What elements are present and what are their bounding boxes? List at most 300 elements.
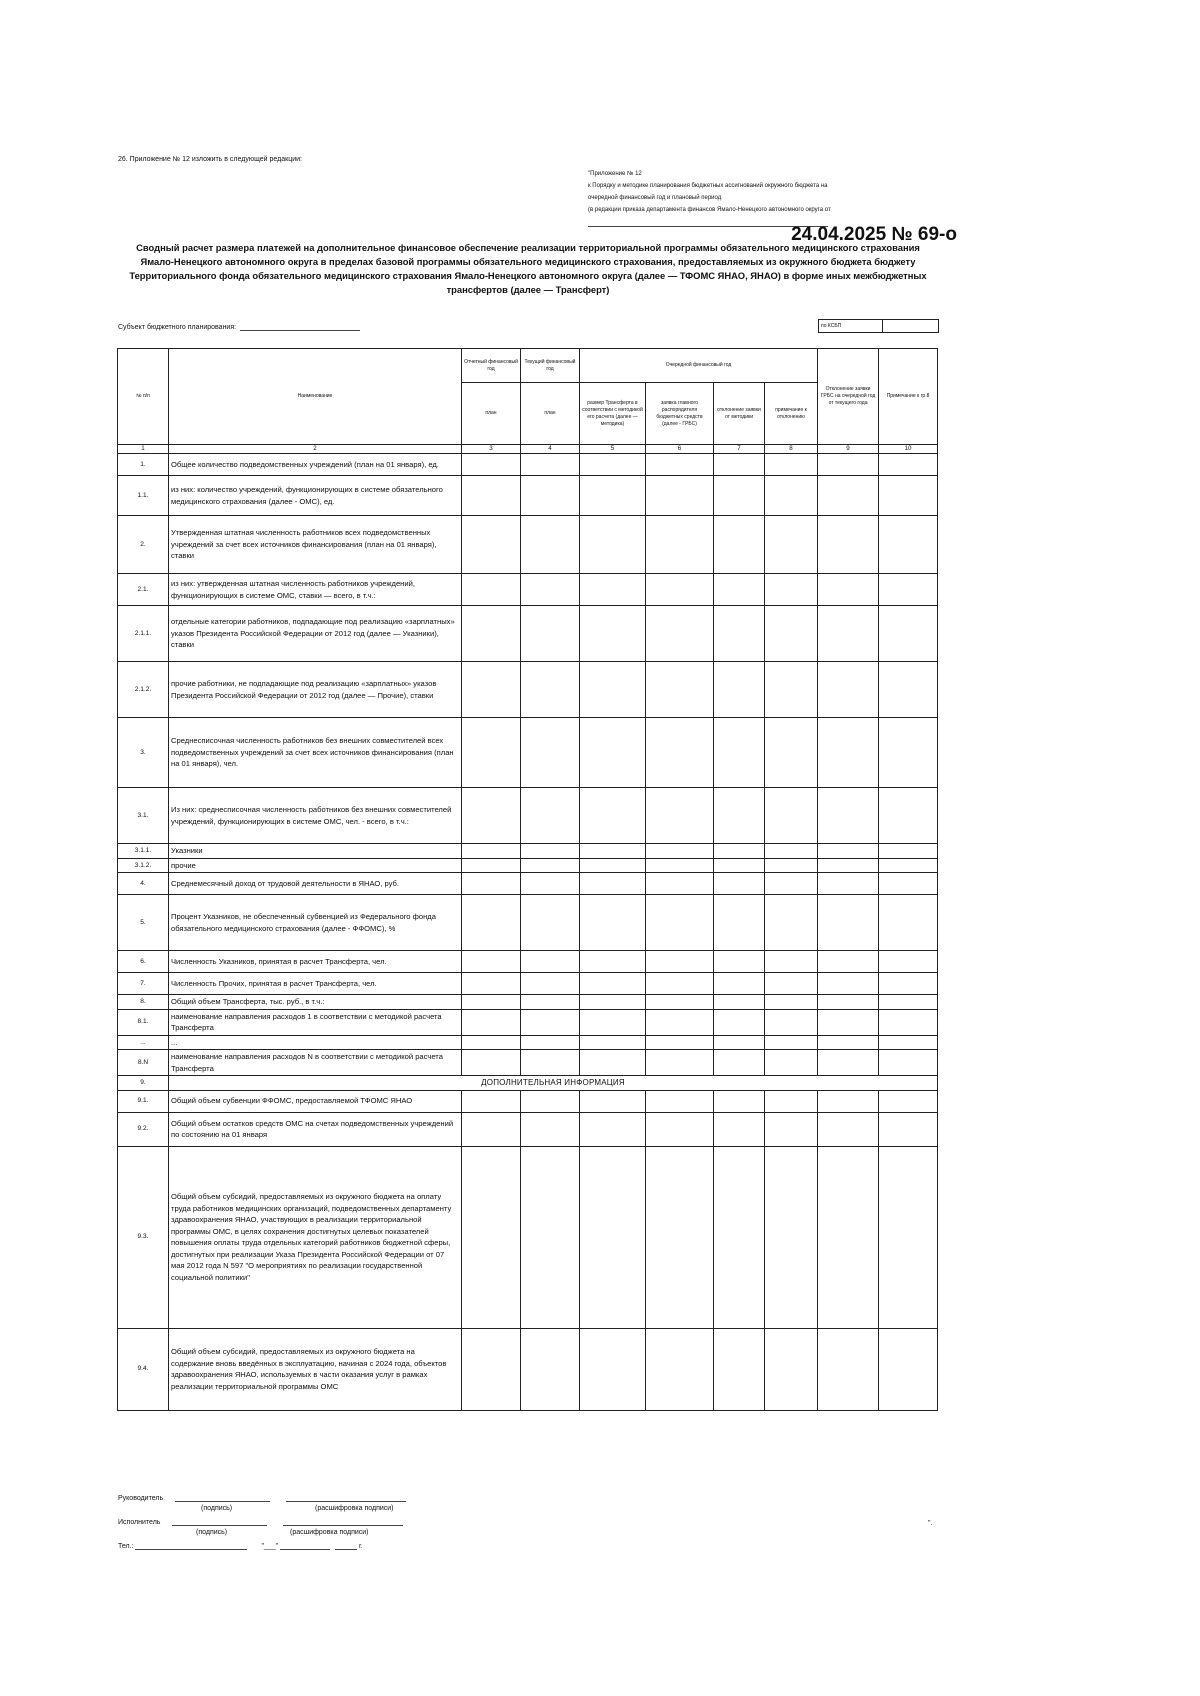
table-row xyxy=(118,873,938,895)
row-num: 4. xyxy=(118,873,169,895)
row-name: Численность Прочих, принятая в расчет Трансферта, чел. xyxy=(169,973,462,995)
value-cell[interactable] xyxy=(646,1035,714,1050)
value-cell[interactable] xyxy=(879,995,938,1010)
table-row xyxy=(118,1146,938,1328)
row-num: 6. xyxy=(118,951,169,973)
value-cell[interactable] xyxy=(521,1112,580,1146)
head-label: Руководитель xyxy=(118,1495,164,1502)
value-cell[interactable] xyxy=(818,788,879,844)
value-cell[interactable] xyxy=(818,844,879,859)
value-cell[interactable] xyxy=(765,1328,818,1410)
intro-text: 26. Приложение № 12 изложить в следующей редакции: xyxy=(118,156,302,163)
table-row xyxy=(118,1035,938,1050)
value-cell[interactable] xyxy=(646,788,714,844)
column-index: 2 xyxy=(169,445,462,454)
section-row xyxy=(118,1076,938,1091)
value-cell[interactable] xyxy=(521,662,580,718)
value-cell[interactable] xyxy=(714,718,765,788)
table-row xyxy=(118,951,938,973)
value-cell[interactable] xyxy=(580,1090,646,1112)
row-num: 3.1.2. xyxy=(118,858,169,873)
executor-signature-caption: (подпись) xyxy=(196,1529,228,1536)
column-index-row xyxy=(118,445,938,454)
subject-field xyxy=(118,322,360,331)
value-cell[interactable] xyxy=(521,973,580,995)
head-signature-caption: (подпись) xyxy=(201,1505,233,1512)
header-current-year: Текущий финансовый год xyxy=(521,349,580,383)
value-cell[interactable] xyxy=(818,662,879,718)
value-cell[interactable] xyxy=(462,1050,521,1076)
table-row xyxy=(118,1009,938,1035)
header-notes: Примечание к гр.8 xyxy=(879,349,938,445)
value-cell[interactable] xyxy=(818,1035,879,1050)
value-cell[interactable] xyxy=(714,1146,765,1328)
value-cell[interactable] xyxy=(714,476,765,516)
value-cell[interactable] xyxy=(462,1328,521,1410)
value-cell[interactable] xyxy=(646,1009,714,1035)
value-cell[interactable] xyxy=(765,516,818,574)
value-cell[interactable] xyxy=(580,895,646,951)
row-name: из них: утвержденная штатная численность работников учреждений, функционирующих в системе ОМС, ставки — всего, в т.ч.: xyxy=(169,574,462,606)
value-cell[interactable] xyxy=(818,858,879,873)
value-cell[interactable] xyxy=(462,858,521,873)
value-cell[interactable] xyxy=(818,1146,879,1328)
value-cell[interactable] xyxy=(580,1146,646,1328)
row-name: Указники xyxy=(169,844,462,859)
executor-signature-line xyxy=(118,1517,403,1526)
column-index: 10 xyxy=(879,445,938,454)
value-cell[interactable] xyxy=(521,476,580,516)
value-cell[interactable] xyxy=(765,788,818,844)
value-cell[interactable] xyxy=(521,574,580,606)
value-cell[interactable] xyxy=(462,995,521,1010)
table-row xyxy=(118,844,938,859)
table-row xyxy=(118,788,938,844)
value-cell[interactable] xyxy=(521,1090,580,1112)
value-cell[interactable] xyxy=(879,606,938,662)
value-cell[interactable] xyxy=(580,476,646,516)
executor-decode-blank xyxy=(283,1517,403,1526)
header-plan-reporting: план xyxy=(462,383,521,445)
value-cell[interactable] xyxy=(580,718,646,788)
value-cell[interactable] xyxy=(521,718,580,788)
value-cell[interactable] xyxy=(646,718,714,788)
value-cell[interactable] xyxy=(879,476,938,516)
row-name: Общий объем субвенции ФФОМС, предоставляемой ТФОМС ЯНАО xyxy=(169,1090,462,1112)
appendix-block xyxy=(588,168,928,227)
table-row xyxy=(118,662,938,718)
value-cell[interactable] xyxy=(646,1090,714,1112)
column-index: 9 xyxy=(818,445,879,454)
table-row xyxy=(118,606,938,662)
row-num: 2. xyxy=(118,516,169,574)
value-cell[interactable] xyxy=(646,1050,714,1076)
appendix-line-1: к Порядку и методике планирования бюджетных ассигнований окружного бюджета на xyxy=(588,183,828,189)
value-cell[interactable] xyxy=(714,873,765,895)
value-cell[interactable] xyxy=(714,1090,765,1112)
value-cell[interactable] xyxy=(580,1009,646,1035)
value-cell[interactable] xyxy=(521,1035,580,1050)
column-index: 8 xyxy=(765,445,818,454)
value-cell[interactable] xyxy=(818,454,879,476)
value-cell[interactable] xyxy=(646,1146,714,1328)
value-cell[interactable] xyxy=(879,1035,938,1050)
row-num: 2.1.1. xyxy=(118,606,169,662)
value-cell[interactable] xyxy=(714,995,765,1010)
header-num: № п/п xyxy=(118,349,169,445)
value-cell[interactable] xyxy=(462,606,521,662)
row-name: Численность Указников, принятая в расчет Трансферта, чел. xyxy=(169,951,462,973)
value-cell[interactable] xyxy=(521,844,580,859)
row-name: наименование направления расходов N в соответствии с методикой расчета Трансферта xyxy=(169,1050,462,1076)
value-cell[interactable] xyxy=(765,1035,818,1050)
header-plan-current: план xyxy=(521,383,580,445)
row-num: 2.1. xyxy=(118,574,169,606)
row-name: прочие xyxy=(169,858,462,873)
row-num: 5. xyxy=(118,895,169,951)
value-cell[interactable] xyxy=(462,1112,521,1146)
value-cell[interactable] xyxy=(580,858,646,873)
row-name: ... xyxy=(169,1035,462,1050)
value-cell[interactable] xyxy=(521,1328,580,1410)
appendix-line-3: (в редакции приказа департамента финансов Ямало-Ненецкого автономного округа от xyxy=(588,207,831,213)
row-num: 3.1. xyxy=(118,788,169,844)
row-num: 9.2. xyxy=(118,1112,169,1146)
row-name: Общее количество подведомственных учреждений (план на 01 января), ед. xyxy=(169,454,462,476)
table-row xyxy=(118,858,938,873)
table-row xyxy=(118,1328,938,1410)
value-cell[interactable] xyxy=(580,516,646,574)
value-cell[interactable] xyxy=(580,973,646,995)
value-cell[interactable] xyxy=(765,895,818,951)
column-index: 5 xyxy=(580,445,646,454)
date-mark: "___" xyxy=(261,1543,279,1550)
value-cell[interactable] xyxy=(765,1112,818,1146)
row-num: 2.1.2. xyxy=(118,662,169,718)
table-row xyxy=(118,574,938,606)
value-cell[interactable] xyxy=(646,516,714,574)
value-cell[interactable] xyxy=(765,973,818,995)
table-row xyxy=(118,1090,938,1112)
value-cell[interactable] xyxy=(714,788,765,844)
row-name: Общий объем остатков средств ОМС на счетах подведомственных учреждений по состоянию на 01 января xyxy=(169,1112,462,1146)
row-num: 8.1. xyxy=(118,1009,169,1035)
value-cell[interactable] xyxy=(765,1146,818,1328)
row-num: 8.N xyxy=(118,1050,169,1076)
value-cell[interactable] xyxy=(879,858,938,873)
order-date: 24.04.2025 № 69-о xyxy=(791,224,957,245)
value-cell[interactable] xyxy=(818,895,879,951)
value-cell[interactable] xyxy=(646,844,714,859)
value-cell[interactable] xyxy=(818,1009,879,1035)
row-name: наименование направления расходов 1 в соответствии с методикой расчета Трансферта xyxy=(169,1009,462,1035)
table-row xyxy=(118,1050,938,1076)
value-cell[interactable] xyxy=(879,973,938,995)
ksr-box xyxy=(818,319,939,333)
value-cell[interactable] xyxy=(765,718,818,788)
value-cell[interactable] xyxy=(580,606,646,662)
value-cell[interactable] xyxy=(462,844,521,859)
value-cell[interactable] xyxy=(765,1050,818,1076)
value-cell[interactable] xyxy=(714,1050,765,1076)
value-cell[interactable] xyxy=(818,476,879,516)
table-row xyxy=(118,476,938,516)
value-cell[interactable] xyxy=(521,606,580,662)
column-index: 7 xyxy=(714,445,765,454)
value-cell[interactable] xyxy=(818,574,879,606)
value-cell[interactable] xyxy=(714,662,765,718)
header-name: Наименование xyxy=(169,349,462,445)
value-cell[interactable] xyxy=(714,574,765,606)
value-cell[interactable] xyxy=(765,476,818,516)
value-cell[interactable] xyxy=(714,516,765,574)
column-index: 3 xyxy=(462,445,521,454)
row-name: отдельные категории работников, подпадающие под реализацию «зарплатных» указов Президента Российской Федерации от 2012 год (далее — Указники), ставки xyxy=(169,606,462,662)
value-cell[interactable] xyxy=(521,873,580,895)
column-index: 1 xyxy=(118,445,169,454)
value-cell[interactable] xyxy=(580,454,646,476)
value-cell[interactable] xyxy=(462,574,521,606)
head-decode-blank xyxy=(286,1493,406,1502)
value-cell[interactable] xyxy=(521,951,580,973)
value-cell[interactable] xyxy=(580,873,646,895)
table-row xyxy=(118,516,938,574)
value-cell[interactable] xyxy=(521,1009,580,1035)
value-cell[interactable] xyxy=(818,873,879,895)
row-num: 3.1.1. xyxy=(118,844,169,859)
value-cell[interactable] xyxy=(646,858,714,873)
phone-label: Тел.: xyxy=(118,1543,134,1550)
header-transfer-size: размер Трансферта в соответствии с методикой его расчета (далее — методика) xyxy=(580,383,646,445)
ksr-label: по КСБП xyxy=(819,320,883,332)
value-cell[interactable] xyxy=(580,574,646,606)
value-cell[interactable] xyxy=(879,662,938,718)
value-cell[interactable] xyxy=(521,1146,580,1328)
value-cell[interactable] xyxy=(818,516,879,574)
value-cell[interactable] xyxy=(714,858,765,873)
value-cell[interactable] xyxy=(462,476,521,516)
value-cell[interactable] xyxy=(646,454,714,476)
year-blank xyxy=(335,1541,357,1550)
year-suffix: г. xyxy=(358,1543,363,1550)
value-cell[interactable] xyxy=(646,951,714,973)
value-cell[interactable] xyxy=(714,951,765,973)
value-cell[interactable] xyxy=(765,995,818,1010)
value-cell[interactable] xyxy=(580,951,646,973)
value-cell[interactable] xyxy=(765,454,818,476)
head-sign-blank xyxy=(175,1493,270,1502)
value-cell[interactable] xyxy=(580,995,646,1010)
value-cell[interactable] xyxy=(580,1112,646,1146)
column-index: 6 xyxy=(646,445,714,454)
value-cell[interactable] xyxy=(580,788,646,844)
document-title: Сводный расчет размера платежей на дополнительное финансовое обеспечение реализации территориальной программы обязательного медицинского страхования Ямало-Ненецкого автономного округа в пределах базовой программы обязательного медицинского страхования, предоставляемых из окружного бюджета бюджету Территориального фонда обязательного медицинского страхования Ямало-Ненецкого автономного округа (далее — ТФОМС ЯНАО, ЯНАО) в форме иных межбюджетных трансфертов (далее — Трансферт) xyxy=(129,242,927,295)
value-cell[interactable] xyxy=(765,951,818,973)
value-cell[interactable] xyxy=(765,574,818,606)
value-cell[interactable] xyxy=(646,476,714,516)
row-num: ... xyxy=(118,1035,169,1050)
row-num: 1.1. xyxy=(118,476,169,516)
value-cell[interactable] xyxy=(879,873,938,895)
value-cell[interactable] xyxy=(462,973,521,995)
row-name: Утвержденная штатная численность работников всех подведомственных учреждений за счет всех источников финансирования (план на 01 января), ставки xyxy=(169,516,462,574)
value-cell[interactable] xyxy=(879,1050,938,1076)
value-cell[interactable] xyxy=(521,454,580,476)
row-name: Общий объем субсидий, предоставляемых из окружного бюджета на оплату труда работников медицинских организаций, подведомственных департаменту здравоохранения ЯНАО, участвующих в реализации территориальной программы ОМС, в целях сохранения достигнутых целевых показателей повышения оплаты труда отдельных категорий работников бюджетной сферы, достигнутых при реализации Указа Президента Российской Федерации от 07 мая 2012 года N 597 "О мероприятиях по реализации государственной социальной политики" xyxy=(169,1146,462,1328)
value-cell[interactable] xyxy=(580,662,646,718)
table-row xyxy=(118,454,938,476)
value-cell[interactable] xyxy=(879,1090,938,1112)
header-deviation-note: примечание к отклонению xyxy=(765,383,818,445)
value-cell[interactable] xyxy=(879,454,938,476)
value-cell[interactable] xyxy=(714,606,765,662)
value-cell[interactable] xyxy=(462,516,521,574)
value-cell[interactable] xyxy=(818,718,879,788)
subject-label: Субъект бюджетного планирования: xyxy=(118,324,237,331)
value-cell[interactable] xyxy=(580,1035,646,1050)
row-num: 3. xyxy=(118,718,169,788)
value-cell[interactable] xyxy=(879,718,938,788)
executor-sign-blank xyxy=(172,1517,267,1526)
header-request-deviation: отклонение заявки от методики xyxy=(714,383,765,445)
value-cell[interactable] xyxy=(879,1009,938,1035)
value-cell[interactable] xyxy=(462,873,521,895)
value-cell[interactable] xyxy=(879,895,938,951)
header-grbs-request: заявка главного распорядителя бюджетных средств (далее - ГРБС) xyxy=(646,383,714,445)
value-cell[interactable] xyxy=(646,1328,714,1410)
value-cell[interactable] xyxy=(714,1112,765,1146)
value-cell[interactable] xyxy=(818,951,879,973)
value-cell[interactable] xyxy=(646,606,714,662)
value-cell[interactable] xyxy=(521,1050,580,1076)
value-cell[interactable] xyxy=(646,873,714,895)
table-row xyxy=(118,895,938,951)
phone-blank xyxy=(135,1541,247,1550)
value-cell[interactable] xyxy=(646,995,714,1010)
value-cell[interactable] xyxy=(714,454,765,476)
value-cell[interactable] xyxy=(521,895,580,951)
header-deviation: Отклонение заявки ГРБС на очередной год от текущего года xyxy=(818,349,879,445)
subject-blank xyxy=(240,322,360,331)
value-cell[interactable] xyxy=(818,1112,879,1146)
value-cell[interactable] xyxy=(580,1050,646,1076)
value-cell[interactable] xyxy=(879,574,938,606)
value-cell[interactable] xyxy=(462,718,521,788)
value-cell[interactable] xyxy=(646,662,714,718)
value-cell[interactable] xyxy=(714,973,765,995)
row-name: Из них: среднесписочная численность работников без внешних совместителей учреждений, функционирующих в системе ОМС, чел. - всего, в т.ч.: xyxy=(169,788,462,844)
value-cell[interactable] xyxy=(765,1090,818,1112)
row-name: из них: количество учреждений, функционирующих в системе обязательного медицинского страхования (далее - ОМС), ед. xyxy=(169,476,462,516)
value-cell[interactable] xyxy=(521,995,580,1010)
head-signature-line xyxy=(118,1493,406,1502)
value-cell[interactable] xyxy=(646,973,714,995)
value-cell[interactable] xyxy=(765,844,818,859)
calculation-table xyxy=(117,348,938,1411)
row-name: Среднесписочная численность работников без внешних совместителей всех подведомственных учреждений за счет всех источников финансирования (план на 01 января), чел. xyxy=(169,718,462,788)
section-title: ДОПОЛНИТЕЛЬНАЯ ИНФОРМАЦИЯ xyxy=(169,1076,938,1091)
value-cell[interactable] xyxy=(765,858,818,873)
value-cell[interactable] xyxy=(879,844,938,859)
value-cell[interactable] xyxy=(818,973,879,995)
table-row xyxy=(118,995,938,1010)
value-cell[interactable] xyxy=(765,606,818,662)
value-cell[interactable] xyxy=(646,1112,714,1146)
value-cell[interactable] xyxy=(879,516,938,574)
row-name: Общий объем субсидий, предоставляемых из окружного бюджета на содержание вновь введённых в эксплуатацию, начиная с 2024 года, объектов здравоохранения ЯНАО, используемых в части оказания услуг в рамках реализации территориальной программы ОМС xyxy=(169,1328,462,1410)
value-cell[interactable] xyxy=(765,873,818,895)
value-cell[interactable] xyxy=(879,1146,938,1328)
appendix-title: "Приложение № 12 xyxy=(588,171,642,177)
value-cell[interactable] xyxy=(714,1328,765,1410)
head-decoding-caption: (расшифровка подписи) xyxy=(315,1505,394,1512)
month-blank xyxy=(280,1541,330,1550)
row-num: 9.3. xyxy=(118,1146,169,1328)
executor-label: Исполнитель xyxy=(118,1519,161,1526)
value-cell[interactable] xyxy=(818,1328,879,1410)
row-num: 1. xyxy=(118,454,169,476)
value-cell[interactable] xyxy=(879,1112,938,1146)
value-cell[interactable] xyxy=(521,858,580,873)
table-row xyxy=(118,1112,938,1146)
value-cell[interactable] xyxy=(714,844,765,859)
value-cell[interactable] xyxy=(714,1009,765,1035)
column-index: 4 xyxy=(521,445,580,454)
value-cell[interactable] xyxy=(521,788,580,844)
row-name: Процент Указников, не обеспеченный субвенцией из Федерального фонда обязательного медицинского страхования (далее - ФФОМС), % xyxy=(169,895,462,951)
value-cell[interactable] xyxy=(879,788,938,844)
value-cell[interactable] xyxy=(462,1090,521,1112)
header-next-year: Очередной финансовый год xyxy=(580,349,818,383)
phone-line xyxy=(118,1541,363,1550)
value-cell[interactable] xyxy=(818,1090,879,1112)
row-num: 8. xyxy=(118,995,169,1010)
value-cell[interactable] xyxy=(879,951,938,973)
value-cell[interactable] xyxy=(765,662,818,718)
value-cell[interactable] xyxy=(714,1035,765,1050)
header-reporting-year: Отчетный финансовый год xyxy=(462,349,521,383)
value-cell[interactable] xyxy=(646,574,714,606)
value-cell[interactable] xyxy=(765,1009,818,1035)
value-cell[interactable] xyxy=(462,1035,521,1050)
value-cell[interactable] xyxy=(462,1146,521,1328)
row-num: 9.4. xyxy=(118,1328,169,1410)
row-num: 9.1. xyxy=(118,1090,169,1112)
executor-decoding-caption: (расшифровка подписи) xyxy=(290,1529,369,1536)
row-num: 7. xyxy=(118,973,169,995)
appendix-line-2: очередной финансовый год и плановый период xyxy=(588,195,722,201)
row-name: Общий объем Трансферта, тыс. руб., в т.ч.: xyxy=(169,995,462,1010)
table-row xyxy=(118,718,938,788)
value-cell[interactable] xyxy=(521,516,580,574)
value-cell[interactable] xyxy=(714,895,765,951)
section-num: 9. xyxy=(118,1076,169,1091)
value-cell[interactable] xyxy=(580,1328,646,1410)
value-cell[interactable] xyxy=(818,606,879,662)
value-cell[interactable] xyxy=(818,1050,879,1076)
value-cell[interactable] xyxy=(646,895,714,951)
value-cell[interactable] xyxy=(462,951,521,973)
value-cell[interactable] xyxy=(462,788,521,844)
value-cell[interactable] xyxy=(462,1009,521,1035)
value-cell[interactable] xyxy=(879,1328,938,1410)
value-cell[interactable] xyxy=(462,895,521,951)
value-cell[interactable] xyxy=(462,662,521,718)
closing-mark: ". xyxy=(928,1520,933,1527)
value-cell[interactable] xyxy=(818,995,879,1010)
value-cell[interactable] xyxy=(462,454,521,476)
value-cell[interactable] xyxy=(580,844,646,859)
